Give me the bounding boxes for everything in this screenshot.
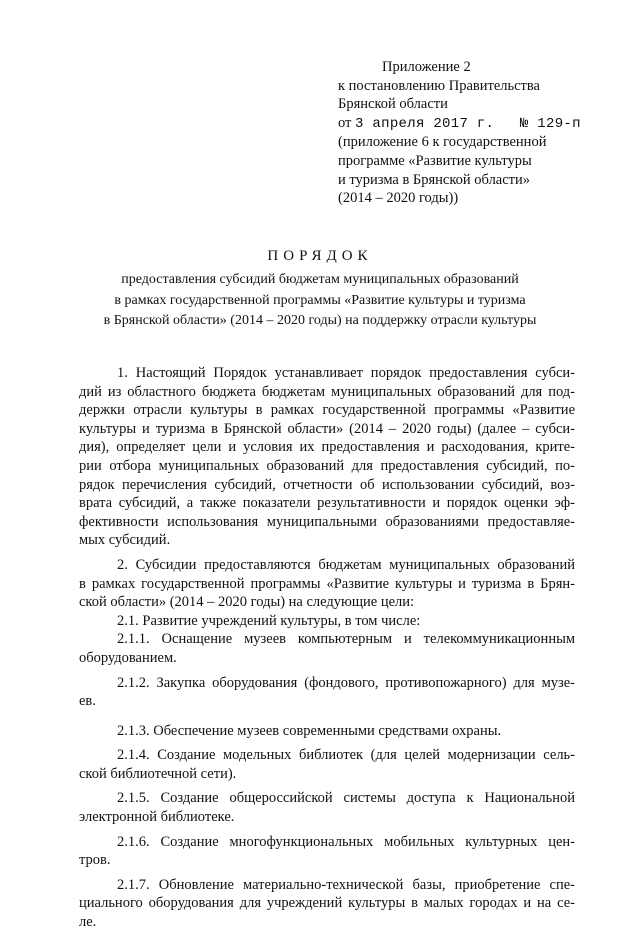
appendix-decree: к постановлению Правительства (338, 77, 540, 94)
item-2-1-3: 2.1.3. Обеспечение музеев современными средствами охраны. (117, 722, 502, 739)
text-line: циального оборудования для учреждений культуры в малых городах и на се- (79, 895, 575, 912)
text-line: ле. (79, 914, 97, 931)
text-line: держки отрасли культуры в рамках государственной программы «Развитие (79, 402, 575, 419)
text-line: 1. Настоящий Порядок устанавливает порядок предоставления субси- (117, 365, 575, 381)
paragraph-1 (79, 364, 575, 550)
decree-date: 3 апреля 2017 г. (355, 115, 495, 132)
item-2-1-7 (79, 876, 575, 932)
item-2-1-4 (79, 746, 575, 783)
appendix-note-4: (2014 – 2020 годы)) (338, 190, 459, 207)
document-title: ПОРЯДОК (267, 248, 373, 264)
document-body (79, 364, 575, 932)
subtitle-line: предоставления субсидий бюджетам муниципальных образований (121, 272, 519, 287)
text-line: в рамках государственной программы «Развитие культуры и туризма в Брян- (79, 575, 575, 592)
document-subtitle (40, 270, 600, 332)
text-line: ев. (79, 693, 96, 710)
text-line: рии отбора муниципальных образований для предоставления субсидий, по- (79, 457, 575, 474)
appendix-note-1: (приложение 6 к государственной (338, 134, 547, 151)
appendix-region: Брянской области (338, 96, 448, 113)
text-line: 2.1.7. Обновление материально-технической базы, приобретение спе- (117, 876, 575, 893)
paragraph-2 (79, 556, 575, 612)
appendix-note-2: программе «Развитие культуры (338, 152, 532, 169)
decree-number: № 129-п (519, 115, 581, 132)
text-line: тров. (79, 852, 111, 869)
item-2-1-6 (79, 833, 575, 870)
appendix-date-line (338, 114, 581, 134)
item-2-1-5 (79, 789, 575, 826)
text-line: 2.1.2. Закупка оборудования (фондового, противопожарного) для музе- (117, 674, 575, 691)
subtitle-line: в рамках государственной программы «Развитие культуры и туризма (114, 292, 526, 308)
appendix-heading: Приложение 2 (382, 59, 471, 75)
text-line: дия), определяет цели и условия их предоставления и расходования, крите- (79, 439, 575, 456)
text-line: рядок перечисления субсидий, отчетности об использовании субсидий, воз- (79, 476, 575, 493)
text-line: 2.1.6. Создание многофункциональных мобильных культурных цен- (117, 833, 575, 850)
text-line: 2.1.4. Создание модельных библиотек (для целей модернизации сель- (117, 747, 575, 764)
item-2-1-2 (79, 674, 575, 711)
text-line: дий из областного бюджета бюджетам муниципальных образований для под- (79, 383, 575, 400)
text-line: оборудованием. (79, 649, 177, 666)
text-line: 2.1.5. Создание общероссийской системы доступа к Национальной (117, 790, 575, 807)
text-line: культуры и туризма в Брянской области» (2014 – 2020 годы) (далее – субси- (79, 420, 575, 437)
item-2-1-1 (79, 630, 575, 667)
appendix-block (338, 58, 581, 208)
text-line: ской библиотечной сети). (79, 765, 237, 782)
date-prefix: от (338, 114, 352, 131)
text-line: 2. Субсидии предоставляются бюджетам муниципальных образований (117, 556, 575, 573)
subtitle-line: в Брянской области» (2014 – 2020 годы) на поддержку отрасли культуры (103, 313, 537, 328)
text-line: врата субсидий, а также показатели результативности и порядок оценки эф- (79, 495, 575, 512)
text-line: электронной библиотеке. (79, 809, 235, 826)
item-2-1: 2.1. Развитие учреждений культуры, в том числе: (117, 612, 421, 629)
text-line: 2.1.1. Оснащение музеев компьютерным и телекоммуникационным (117, 631, 575, 648)
appendix-note-3: и туризма в Брянской области» (338, 171, 531, 188)
text-line: фективности использования муниципальными образованиями предоставляе- (79, 513, 575, 530)
text-line: ской области» (2014 – 2020 годы) на следующие цели: (79, 594, 415, 611)
text-line: мых субсидий. (79, 532, 171, 549)
